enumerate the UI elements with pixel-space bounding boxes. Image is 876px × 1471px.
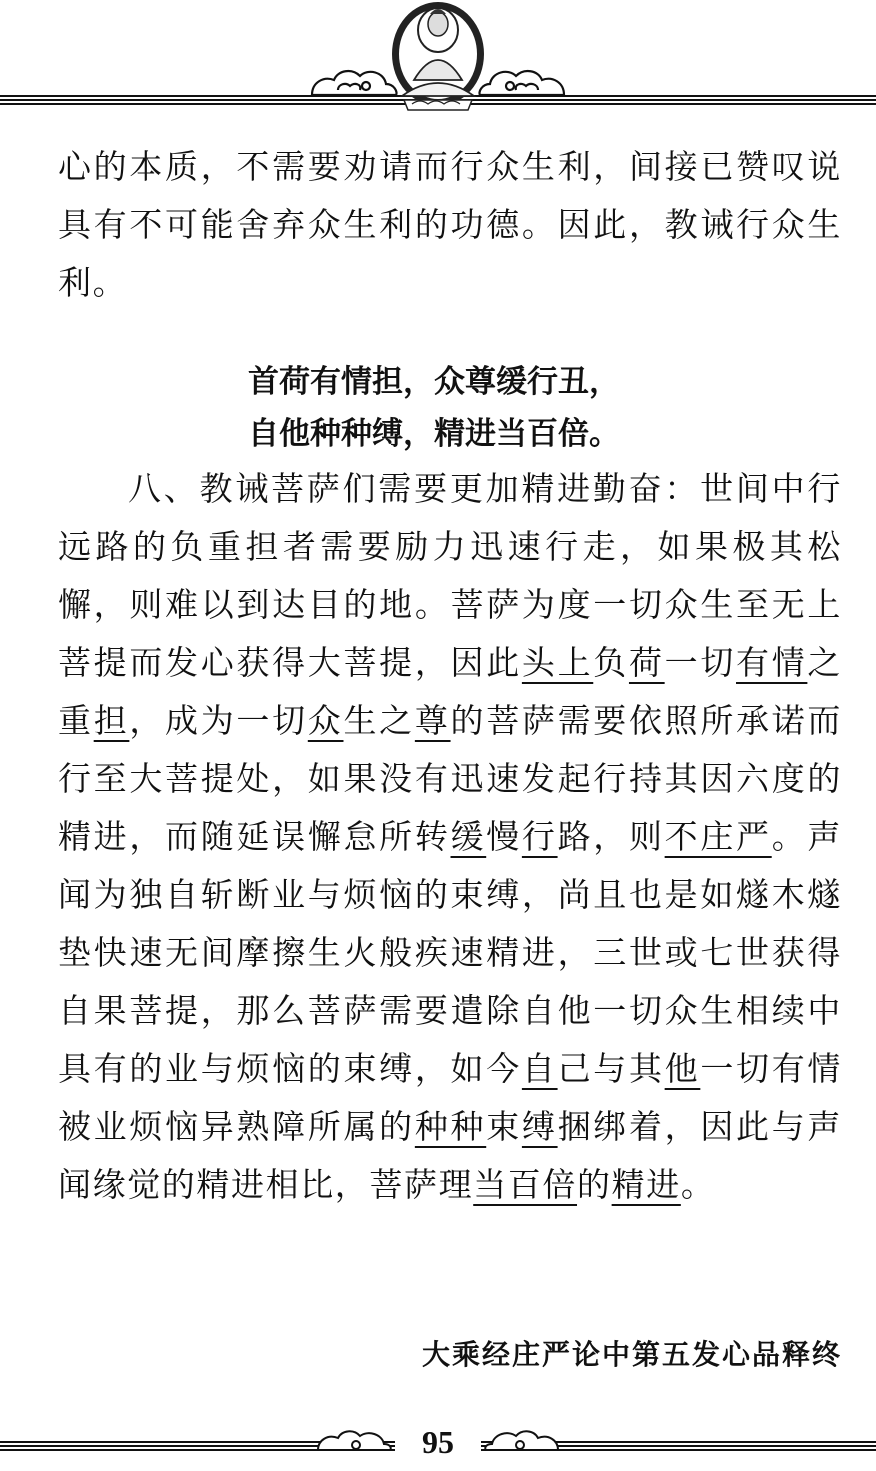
underlined-term: 行 [521,817,558,856]
paragraph-1-line-3: 诫行众生利。 [58,205,842,302]
text-segment: 路，则 [557,817,665,856]
underlined-term: 缓 [450,817,487,856]
verse-block [58,356,842,460]
underlined-term: 他 [664,1049,701,1088]
underlined-term: 担 [93,701,130,740]
underlined-term: 众 [307,701,344,740]
underlined-term: 尊 [414,701,451,740]
text-segment: 慢 [486,817,522,856]
text-segment: 八、教诫菩萨们需要更加精进勤奋：世间中行远路的负重担者需要励力迅速行走，如果极其松懈，则难以到达目的地。菩萨为度一切众生至无上菩提而发心获得大菩提，因此 [58,469,842,682]
paragraph-1-line-1: 心的本质，不需要劝请而行众生利，间接已赞 [58,147,772,186]
paragraph-1 [58,138,842,312]
underlined-term: 不庄严 [664,817,772,856]
cloud-scroll-icon [312,71,397,95]
text-segment: 己与其 [557,1049,665,1088]
page-body [58,138,842,1214]
underlined-term: 自 [521,1049,558,1088]
verse-line-1: 首荷有情担，众尊缓行丑， [248,364,620,400]
underlined-term: 精进 [611,1165,681,1204]
underlined-term: 缚 [521,1107,558,1146]
text-segment: ，成为一切 [129,701,308,740]
underlined-term: 荷 [628,643,665,682]
page-number: 95 [422,1424,454,1460]
text-segment: 之重 [58,643,842,740]
underlined-term: 头上 [521,643,594,682]
underlined-term: 有情 [736,643,808,682]
paragraph-1-line-2: 叹说具有不可能舍弃众生利的功德。因此，教 [58,147,843,244]
buddha-image [392,2,484,110]
text-segment: 一切有情被业烦恼异熟障所属的 [58,1049,842,1146]
text-segment: 一切 [664,643,737,682]
text-segment: 的 [577,1165,612,1204]
text-segment: 。声闻为独自斩断业与烦恼的束缚，尚且也是如燧木燧垫快速无间摩擦生火般疾速精进，三世或七世获得自果菩提，那么菩萨需要遣除自他一切众生相续中具有的业与烦恼的束缚，如今 [58,817,842,1088]
verse-line-2: 自他种种缚，精进当百倍。 [248,416,620,452]
text-segment: 生之 [343,701,415,740]
header-ornament [0,0,876,115]
text-segment: 捆绑着，因此与声闻缘觉的精进相比，菩萨理 [58,1107,842,1204]
colophon: 大乘经庄严论中第五发心品释终 [421,1338,842,1371]
text-segment: 的菩萨需要依照所承诺而行至大菩提处，如果没有迅速发起行持其因六度的精进，而随延误懈怠所转 [58,701,842,856]
text-segment: 负 [593,643,629,682]
underlined-term: 种种 [414,1107,487,1146]
cloud-scroll-icon [479,71,564,95]
text-segment: 。 [680,1165,716,1204]
text-segment: 束 [486,1107,522,1146]
paragraph-2 [58,460,842,1214]
underlined-term: 当百倍 [473,1165,578,1204]
